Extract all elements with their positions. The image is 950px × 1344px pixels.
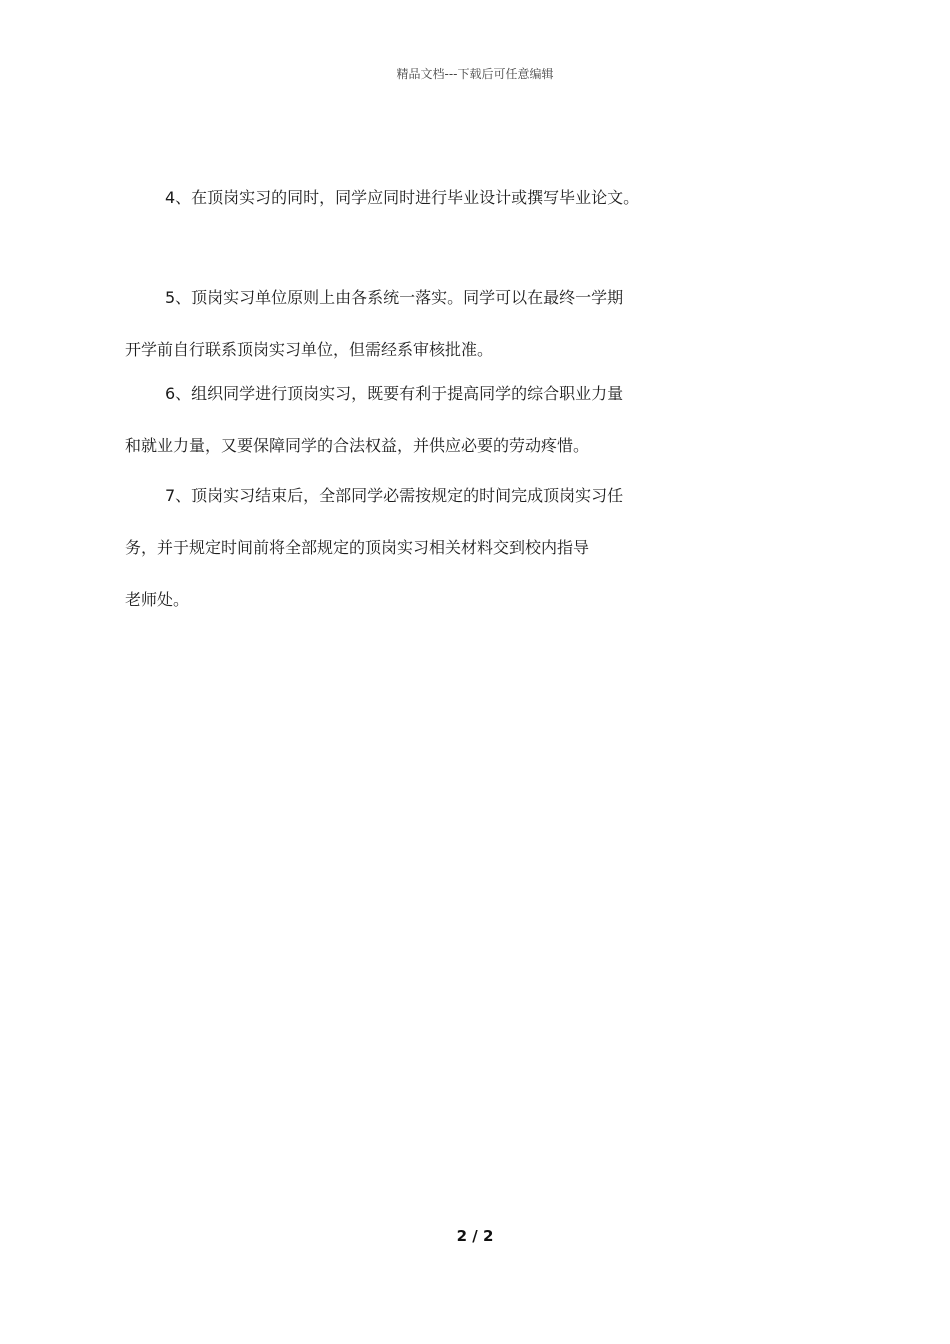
paragraph-line: 开学前自行联系顶岗实习单位，但需经系审核批准。 [125,340,494,359]
paragraph-line: 7、顶岗实习结束后，全部同学必需按规定的时间完成顶岗实习任 [165,486,624,505]
paragraph-7 [125,470,845,626]
paragraph-line: 和就业力量，又要保障同学的合法权益，并供应必要的劳动疼惜。 [125,436,590,455]
paragraph-line: 5、顶岗实习单位原则上由各系统一落实。同学可以在最终一学期 [165,288,624,307]
paragraph-line: 4、在顶岗实习的同时，同学应同时进行毕业设计或撰写毕业论文。 [165,188,640,207]
paragraph-4 [145,172,845,224]
paragraph-line: 务，并于规定时间前将全部规定的顶岗实习相关材料交到校内指导 [125,538,590,557]
paragraph-line: 6、组织同学进行顶岗实习，既要有利于提高同学的综合职业力量 [165,384,624,403]
paragraph-5 [125,272,845,376]
paragraph-line: 老师处。 [125,590,190,609]
page-header: 精品文档---下载后可任意编辑 [396,67,554,81]
paragraph-6 [125,368,845,472]
page-number: 2 / 2 [456,1227,494,1245]
